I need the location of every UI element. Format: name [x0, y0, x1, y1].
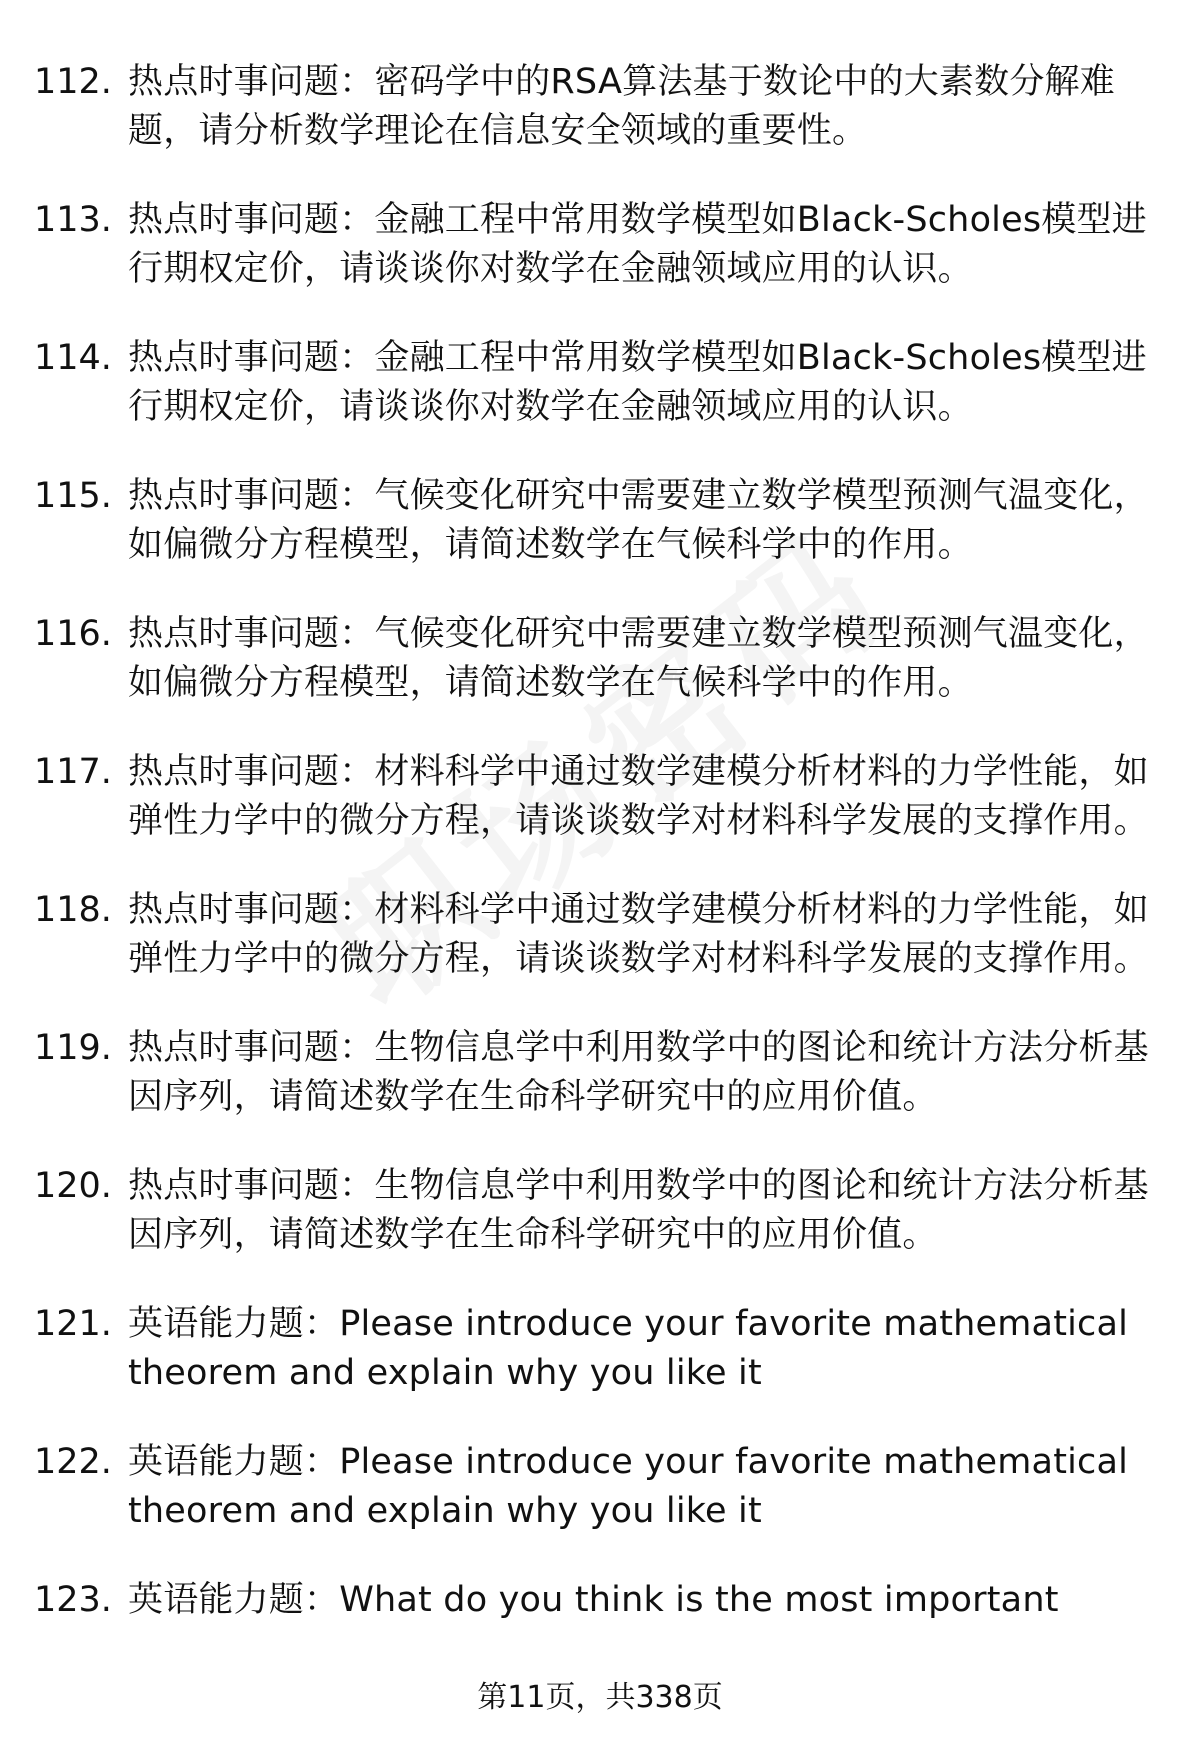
- question-item: [34, 1438, 1174, 1536]
- question-number: 122.: [34, 1442, 112, 1482]
- question-text: 热点时事问题：材料科学中通过数学建模分析材料的力学性能，如弹性力学中的微分方程，请谈谈数学对材料科学发展的支撑作用。: [128, 890, 1149, 979]
- question-number: 118.: [34, 890, 112, 930]
- page-number-footer: 第11页，共338页: [477, 1680, 723, 1715]
- question-list: [34, 58, 1174, 1665]
- question-item: [34, 1162, 1174, 1260]
- question-item: [34, 1024, 1174, 1122]
- question-item: [34, 472, 1174, 570]
- question-text: 热点时事问题：金融工程中常用数学模型如Black-Scholes模型进行期权定价，请谈谈你对数学在金融领域应用的认识。: [128, 338, 1147, 427]
- question-number: 116.: [34, 614, 112, 654]
- question-text: 热点时事问题：密码学中的RSA算法基于数论中的大素数分解难题，请分析数学理论在信息安全领域的重要性。: [128, 62, 1115, 151]
- question-item: [34, 196, 1174, 294]
- question-number: 114.: [34, 338, 112, 378]
- question-number: 112.: [34, 62, 112, 102]
- question-number: 123.: [34, 1580, 112, 1620]
- question-item: [34, 748, 1174, 846]
- question-text: 热点时事问题：金融工程中常用数学模型如Black-Scholes模型进行期权定价，请谈谈你对数学在金融领域应用的认识。: [128, 200, 1147, 289]
- question-number: 121.: [34, 1304, 112, 1344]
- question-item: [34, 1576, 1174, 1625]
- question-number: 115.: [34, 476, 112, 516]
- question-text: 英语能力题：Please introduce your favorite mathematical theorem and explain why you like it: [128, 1442, 1129, 1531]
- question-item: [34, 1300, 1174, 1398]
- question-text: 英语能力题：What do you think is the most important: [128, 1580, 1059, 1620]
- question-text: 热点时事问题：气候变化研究中需要建立数学模型预测气温变化，如偏微分方程模型，请简述数学在气候科学中的作用。: [128, 476, 1149, 565]
- question-text: 热点时事问题：材料科学中通过数学建模分析材料的力学性能，如弹性力学中的微分方程，请谈谈数学对材料科学发展的支撑作用。: [128, 752, 1149, 841]
- question-text: 热点时事问题：气候变化研究中需要建立数学模型预测气温变化，如偏微分方程模型，请简述数学在气候科学中的作用。: [128, 614, 1149, 703]
- question-text: 热点时事问题：生物信息学中利用数学中的图论和统计方法分析基因序列，请简述数学在生命科学研究中的应用价值。: [128, 1166, 1149, 1255]
- question-number: 119.: [34, 1028, 112, 1068]
- question-text: 热点时事问题：生物信息学中利用数学中的图论和统计方法分析基因序列，请简述数学在生命科学研究中的应用价值。: [128, 1028, 1149, 1117]
- question-item: [34, 610, 1174, 708]
- question-number: 120.: [34, 1166, 112, 1206]
- question-item: [34, 334, 1174, 432]
- question-number: 117.: [34, 752, 112, 792]
- question-text: 英语能力题：Please introduce your favorite mathematical theorem and explain why you like it: [128, 1304, 1129, 1393]
- question-item: [34, 58, 1174, 156]
- question-item: [34, 886, 1174, 984]
- question-number: 113.: [34, 200, 112, 240]
